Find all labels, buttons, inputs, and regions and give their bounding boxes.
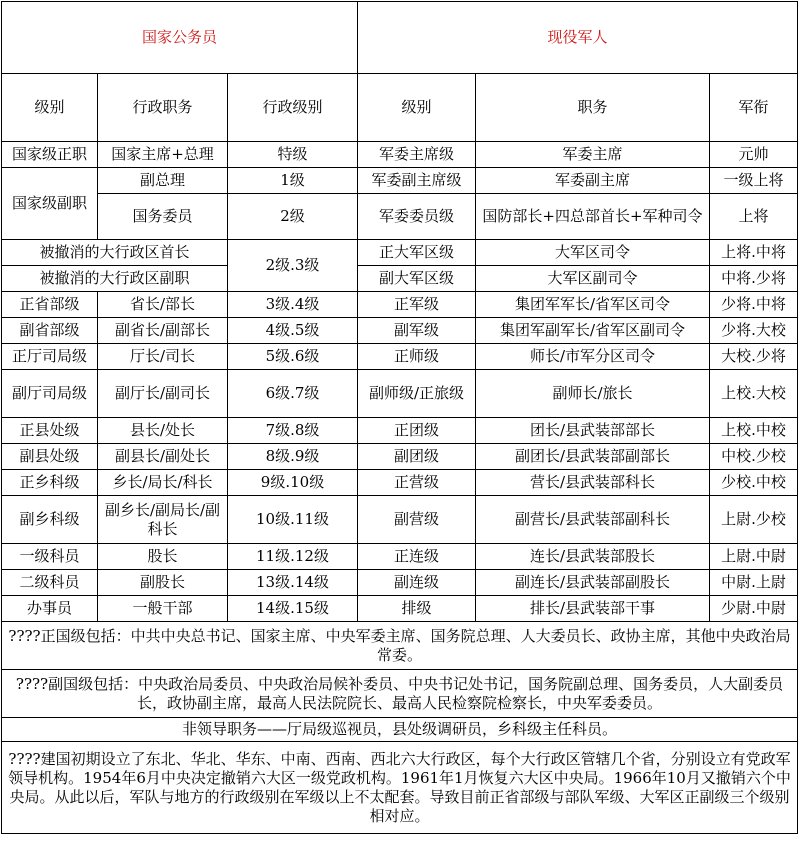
rank-cell: 上校.中校: [710, 418, 798, 444]
mil-post-header: 职务: [476, 74, 710, 142]
post-cell: 副乡长/副局长/副科长: [98, 496, 228, 544]
grade-cell: 9级.10级: [228, 470, 358, 496]
mil-post-cell: 军委主席: [476, 142, 710, 168]
mil-post-cell: 军委副主席: [476, 168, 710, 194]
post-cell: 厅长/司长: [98, 344, 228, 370]
post-cell: 副县长/副处长: [98, 444, 228, 470]
level-cell: 一级科员: [2, 544, 98, 570]
mil-level-cell: 正师级: [358, 344, 476, 370]
level-cell: 副省部级: [2, 318, 98, 344]
rank-comparison-table: [1, 1, 798, 834]
rank-cell: 上将: [710, 194, 798, 240]
mil-post-cell: 副营长/县武装部副科长: [476, 496, 710, 544]
rank-cell: 上将.中将: [710, 240, 798, 266]
rank-cell: 中校.少校: [710, 444, 798, 470]
mil-post-cell: 大军区司令: [476, 240, 710, 266]
mil-level-cell: 排级: [358, 596, 476, 622]
level-cell: 正厅司局级: [2, 344, 98, 370]
level-cell: 办事员: [2, 596, 98, 622]
level-cell: 国家级副职: [2, 168, 98, 240]
level-cell: 正省部级: [2, 292, 98, 318]
post-cell: 国家主席+总理: [98, 142, 228, 168]
post-cell: 副省长/副部长: [98, 318, 228, 344]
grade-cell: 6级.7级: [228, 370, 358, 418]
grade-cell: 10级.11级: [228, 496, 358, 544]
post-cell: 副总理: [98, 168, 228, 194]
mil-post-cell: 排长/县武装部干事: [476, 596, 710, 622]
grade-cell: 13级.14级: [228, 570, 358, 596]
table-row: [2, 570, 798, 596]
mil-post-cell: 营长/县武装部科长: [476, 470, 710, 496]
mil-level-cell: 副连级: [358, 570, 476, 596]
table-row: [2, 596, 798, 622]
grade-cell: 2级: [228, 194, 358, 240]
military-header: 现役军人: [358, 2, 798, 74]
civil-servant-header: 国家公务员: [2, 2, 358, 74]
post-cell: 县长/处长: [98, 418, 228, 444]
note-non-leading-posts: 非领导职务——厅局级巡视员，县处级调研员，乡科级主任科员。: [2, 718, 798, 742]
mil-level-cell: 正军级: [358, 292, 476, 318]
mil-level-cell: 军委委员级: [358, 194, 476, 240]
grade-cell: 14级.15级: [228, 596, 358, 622]
table-row: [2, 370, 798, 418]
table-row: [2, 292, 798, 318]
mil-post-cell: 副团长/县武装部副部长: [476, 444, 710, 470]
mil-level-header: 级别: [358, 74, 476, 142]
post-cell: 一般干部: [98, 596, 228, 622]
level-cell: 被撤消的大行政区副职: [2, 266, 228, 292]
rank-cell: 少将.中将: [710, 292, 798, 318]
mil-level-cell: 正大军区级: [358, 240, 476, 266]
table-row: [2, 544, 798, 570]
table-row: [2, 240, 798, 266]
level-cell: 副县处级: [2, 444, 98, 470]
rank-cell: 少将.大校: [710, 318, 798, 344]
grade-cell: 3级.4级: [228, 292, 358, 318]
post-cell: 股长: [98, 544, 228, 570]
rank-cell: 大校.少将: [710, 344, 798, 370]
mil-post-cell: 团长/县武装部部长: [476, 418, 710, 444]
level-cell: 副乡科级: [2, 496, 98, 544]
mil-level-cell: 副团级: [358, 444, 476, 470]
mil-post-cell: 师长/市军分区司令: [476, 344, 710, 370]
grade-cell: 2级.3级: [228, 240, 358, 292]
mil-level-cell: 副师级/正旅级: [358, 370, 476, 418]
grade-cell: 11级.12级: [228, 544, 358, 570]
post-cell: 省长/部长: [98, 292, 228, 318]
level-cell: 国家级正职: [2, 142, 98, 168]
table-row: [2, 470, 798, 496]
table-row: [2, 418, 798, 444]
grade-cell: 特级: [228, 142, 358, 168]
level-cell: 副厅司局级: [2, 370, 98, 418]
rank-cell: 上尉.少校: [710, 496, 798, 544]
table-row: [2, 142, 798, 168]
level-cell: 二级科员: [2, 570, 98, 596]
rank-cell: 元帅: [710, 142, 798, 168]
mil-post-cell: 副连长/县武装部副股长: [476, 570, 710, 596]
table-row: [2, 266, 798, 292]
level-cell: 正县处级: [2, 418, 98, 444]
table-row: [2, 318, 798, 344]
grade-cell: 1级: [228, 168, 358, 194]
rank-cell: 上尉.中尉: [710, 544, 798, 570]
level-cell: 被撤消的大行政区首长: [2, 240, 228, 266]
mil-level-cell: 军委主席级: [358, 142, 476, 168]
mil-level-cell: 副军级: [358, 318, 476, 344]
rank-cell: 中将.少将: [710, 266, 798, 292]
rank-cell: 少校.中校: [710, 470, 798, 496]
mil-post-cell: 副师长/旅长: [476, 370, 710, 418]
note-deputy-national-level: ????副国级包括：中央政治局委员、中央政治局候补委员、中央书记处书记，国务院副总理、国务委员，人大副委员长，政协副主席，最高人民法院院长、最高人民检察院检察长，中央军委委员。: [2, 670, 798, 718]
grade-cell: 8级.9级: [228, 444, 358, 470]
grade-cell: 5级.6级: [228, 344, 358, 370]
mil-level-cell: 正营级: [358, 470, 476, 496]
rank-cell: 上校.大校: [710, 370, 798, 418]
mil-post-cell: 集团军副军长/省军区副司令: [476, 318, 710, 344]
note-full-national-level: ????正国级包括：中共中央总书记、国家主席、中央军委主席、国务院总理、人大委员长、政协主席，其他中央政治局常委。: [2, 622, 798, 670]
mil-post-cell: 国防部长+四总部首长+军种司令: [476, 194, 710, 240]
admin-grade-header: 行政级别: [228, 74, 358, 142]
rank-cell: 中尉.上尉: [710, 570, 798, 596]
grade-cell: 4级.5级: [228, 318, 358, 344]
rank-cell: 一级上将: [710, 168, 798, 194]
rank-cell: 少尉.中尉: [710, 596, 798, 622]
note-historical-regions: ????建国初期设立了东北、华北、华东、中南、西南、西北六大行政区，每个大行政区管辖几个省，分别设立有党政军领导机构。1954年6月中央决定撤销六大区一级党政机构。1961年1月恢复六大区中央局。1966年10月又撤销六个中央局。从此以后，军队与地方的行政级别在军级以上不太配套。导致目前正省部级与部队军级、大军区正副级三个级别相对应。: [2, 742, 798, 834]
mil-level-cell: 正连级: [358, 544, 476, 570]
mil-post-cell: 集团军军长/省军区司令: [476, 292, 710, 318]
level-header: 级别: [2, 74, 98, 142]
table-row: [2, 496, 798, 544]
post-cell: 副厅长/副司长: [98, 370, 228, 418]
mil-level-cell: 军委副主席级: [358, 168, 476, 194]
mil-level-cell: 副大军区级: [358, 266, 476, 292]
table-row: [2, 168, 798, 194]
post-cell: 国务委员: [98, 194, 228, 240]
table-row: [2, 344, 798, 370]
rank-header: 军衔: [710, 74, 798, 142]
mil-post-cell: 连长/县武装部股长: [476, 544, 710, 570]
mil-level-cell: 副营级: [358, 496, 476, 544]
post-cell: 乡长/局长/科长: [98, 470, 228, 496]
level-cell: 正乡科级: [2, 470, 98, 496]
table-row: [2, 444, 798, 470]
post-cell: 副股长: [98, 570, 228, 596]
table-row: [2, 194, 798, 240]
grade-cell: 7级.8级: [228, 418, 358, 444]
mil-post-cell: 大军区副司令: [476, 266, 710, 292]
mil-level-cell: 正团级: [358, 418, 476, 444]
admin-post-header: 行政职务: [98, 74, 228, 142]
